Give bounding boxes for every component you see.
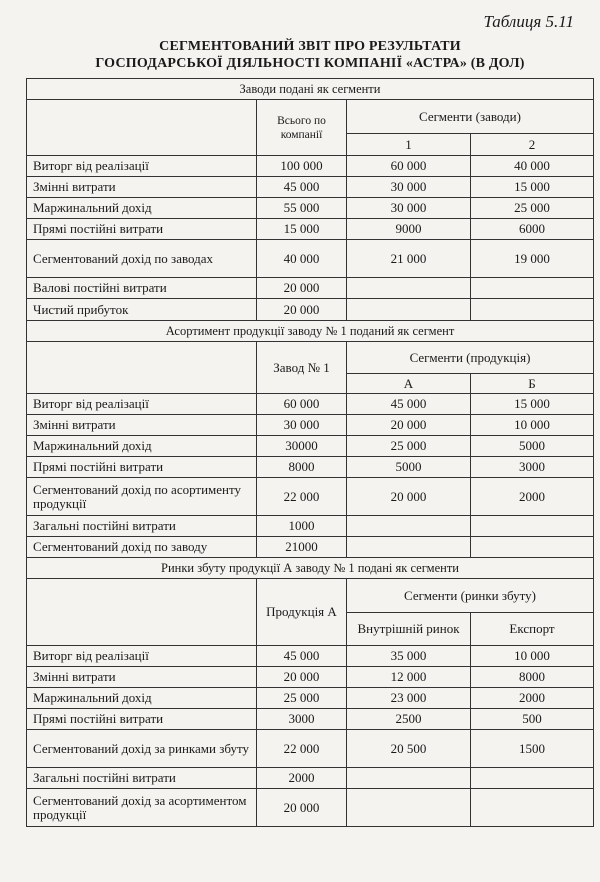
row-label: Сегментований дохід за асортиментом продукції bbox=[27, 789, 257, 827]
row-label: Маржинальний дохід bbox=[27, 198, 257, 219]
title-line-1: СЕГМЕНТОВАНИЙ ЗВІТ ПРО РЕЗУЛЬТАТИ bbox=[159, 39, 461, 54]
segment-1-value bbox=[347, 516, 471, 537]
row-label: Прямі постійні витрати bbox=[27, 219, 257, 240]
segment-2-value: 8000 bbox=[471, 667, 594, 688]
segment-1-value: 60 000 bbox=[347, 156, 471, 177]
segment-1-value: 35 000 bbox=[347, 646, 471, 667]
segment-2-value: 10 000 bbox=[471, 415, 594, 436]
table-row bbox=[27, 299, 594, 321]
segment-1-value: 25 000 bbox=[347, 436, 471, 457]
segment-1-value: 30 000 bbox=[347, 198, 471, 219]
segment-1-value: 20 500 bbox=[347, 730, 471, 768]
section-header-row bbox=[27, 100, 594, 134]
segment-1-value: 23 000 bbox=[347, 688, 471, 709]
segments-group-header: Сегменти (заводи) bbox=[347, 100, 594, 134]
total-value: 2000 bbox=[257, 768, 347, 789]
total-value: 55 000 bbox=[257, 198, 347, 219]
row-label: Прямі постійні витрати bbox=[27, 709, 257, 730]
header-empty-cell bbox=[27, 342, 257, 394]
table-row bbox=[27, 415, 594, 436]
section-title-row bbox=[27, 321, 594, 342]
total-value: 15 000 bbox=[257, 219, 347, 240]
table-row bbox=[27, 789, 594, 827]
total-value: 30000 bbox=[257, 436, 347, 457]
segment-1-value bbox=[347, 278, 471, 299]
table-row bbox=[27, 688, 594, 709]
total-value: 30 000 bbox=[257, 415, 347, 436]
segment-2-value: 500 bbox=[471, 709, 594, 730]
total-value: 45 000 bbox=[257, 646, 347, 667]
section-header-row bbox=[27, 342, 594, 374]
table-row bbox=[27, 240, 594, 278]
table-row bbox=[27, 478, 594, 516]
table-row bbox=[27, 198, 594, 219]
table-row bbox=[27, 177, 594, 198]
report-title bbox=[60, 38, 560, 72]
segment-2-value: 15 000 bbox=[471, 394, 594, 415]
total-value: 40 000 bbox=[257, 240, 347, 278]
table-row bbox=[27, 709, 594, 730]
segment-2-value bbox=[471, 768, 594, 789]
segment-2-header: 2 bbox=[471, 134, 594, 156]
table-row bbox=[27, 436, 594, 457]
segment-2-value: 19 000 bbox=[471, 240, 594, 278]
total-value: 20 000 bbox=[257, 299, 347, 321]
row-label: Загальні постійні витрати bbox=[27, 516, 257, 537]
segment-1-value: 5000 bbox=[347, 457, 471, 478]
table-row bbox=[27, 537, 594, 558]
title-line-2: ГОСПОДАРСЬКОЇ ДІЯЛЬНОСТІ КОМПАНІЇ «АСТРА» (В ДОЛ) bbox=[95, 56, 525, 71]
segment-1-value bbox=[347, 299, 471, 321]
segment-report-table bbox=[26, 78, 594, 827]
header-empty-cell bbox=[27, 100, 257, 156]
segment-1-value bbox=[347, 768, 471, 789]
total-value: 25 000 bbox=[257, 688, 347, 709]
segment-2-value: 10 000 bbox=[471, 646, 594, 667]
total-value: 3000 bbox=[257, 709, 347, 730]
total-value: 8000 bbox=[257, 457, 347, 478]
row-label: Сегментований дохід за ринками збуту bbox=[27, 730, 257, 768]
total-value: 20 000 bbox=[257, 789, 347, 827]
total-value: 60 000 bbox=[257, 394, 347, 415]
row-label: Валові постійні витрати bbox=[27, 278, 257, 299]
section-title: Асортимент продукції заводу № 1 поданий як сегмент bbox=[27, 321, 594, 342]
table-row bbox=[27, 394, 594, 415]
segment-1-value: 30 000 bbox=[347, 177, 471, 198]
section-title-row bbox=[27, 558, 594, 579]
table-row bbox=[27, 768, 594, 789]
table-row bbox=[27, 457, 594, 478]
total-value: 22 000 bbox=[257, 478, 347, 516]
total-value: 45 000 bbox=[257, 177, 347, 198]
segment-2-value: 40 000 bbox=[471, 156, 594, 177]
segment-1-header: А bbox=[347, 374, 471, 394]
total-value: 1000 bbox=[257, 516, 347, 537]
row-label: Змінні витрати bbox=[27, 667, 257, 688]
segment-2-value: 15 000 bbox=[471, 177, 594, 198]
segment-2-value: 25 000 bbox=[471, 198, 594, 219]
segment-1-value bbox=[347, 537, 471, 558]
table-row bbox=[27, 156, 594, 177]
section-title: Ринки збуту продукції А заводу № 1 подані як сегменти bbox=[27, 558, 594, 579]
segment-2-value: 1500 bbox=[471, 730, 594, 768]
header-empty-cell bbox=[27, 579, 257, 646]
total-column-header: Всього по компанії bbox=[257, 100, 347, 156]
row-label: Змінні витрати bbox=[27, 415, 257, 436]
total-value: 22 000 bbox=[257, 730, 347, 768]
row-label: Виторг від реалізації bbox=[27, 646, 257, 667]
row-label: Чистий прибуток bbox=[27, 299, 257, 321]
section-title: Заводи подані як сегменти bbox=[27, 79, 594, 100]
row-label: Сегментований дохід по заводу bbox=[27, 537, 257, 558]
row-label: Сегментований дохід по заводах bbox=[27, 240, 257, 278]
total-column-header: Продукція А bbox=[257, 579, 347, 646]
segment-1-value: 2500 bbox=[347, 709, 471, 730]
row-label: Виторг від реалізації bbox=[27, 394, 257, 415]
row-label: Сегментований дохід по асортименту продукції bbox=[27, 478, 257, 516]
segment-1-value: 21 000 bbox=[347, 240, 471, 278]
segment-2-header: Експорт bbox=[471, 613, 594, 646]
segment-1-header: Внутрішній ринок bbox=[347, 613, 471, 646]
row-label: Виторг від реалізації bbox=[27, 156, 257, 177]
total-value: 20 000 bbox=[257, 667, 347, 688]
section-header-row bbox=[27, 579, 594, 613]
segment-2-value: 2000 bbox=[471, 478, 594, 516]
segment-2-value bbox=[471, 299, 594, 321]
row-label: Маржинальний дохід bbox=[27, 436, 257, 457]
row-label: Прямі постійні витрати bbox=[27, 457, 257, 478]
table-row bbox=[27, 646, 594, 667]
total-column-header: Завод № 1 bbox=[257, 342, 347, 394]
section-title-row bbox=[27, 79, 594, 100]
segment-1-header: 1 bbox=[347, 134, 471, 156]
segment-2-value bbox=[471, 516, 594, 537]
table-row bbox=[27, 667, 594, 688]
segment-2-value: 6000 bbox=[471, 219, 594, 240]
total-value: 21000 bbox=[257, 537, 347, 558]
segments-group-header: Сегменти (ринки збуту) bbox=[347, 579, 594, 613]
segment-2-header: Б bbox=[471, 374, 594, 394]
row-label: Маржинальний дохід bbox=[27, 688, 257, 709]
segment-2-value bbox=[471, 789, 594, 827]
segment-1-value: 45 000 bbox=[347, 394, 471, 415]
segment-2-value bbox=[471, 537, 594, 558]
segment-1-value bbox=[347, 789, 471, 827]
table-row bbox=[27, 219, 594, 240]
segments-group-header: Сегменти (продукція) bbox=[347, 342, 594, 374]
segment-2-value: 2000 bbox=[471, 688, 594, 709]
total-value: 20 000 bbox=[257, 278, 347, 299]
segment-2-value bbox=[471, 278, 594, 299]
table-row bbox=[27, 730, 594, 768]
segment-1-value: 12 000 bbox=[347, 667, 471, 688]
table-row bbox=[27, 278, 594, 299]
segment-1-value: 20 000 bbox=[347, 478, 471, 516]
segment-1-value: 9000 bbox=[347, 219, 471, 240]
table-row bbox=[27, 516, 594, 537]
segment-2-value: 5000 bbox=[471, 436, 594, 457]
row-label: Змінні витрати bbox=[27, 177, 257, 198]
segment-1-value: 20 000 bbox=[347, 415, 471, 436]
total-value: 100 000 bbox=[257, 156, 347, 177]
segment-2-value: 3000 bbox=[471, 457, 594, 478]
table-number: Таблиця 5.11 bbox=[483, 12, 574, 31]
row-label: Загальні постійні витрати bbox=[27, 768, 257, 789]
